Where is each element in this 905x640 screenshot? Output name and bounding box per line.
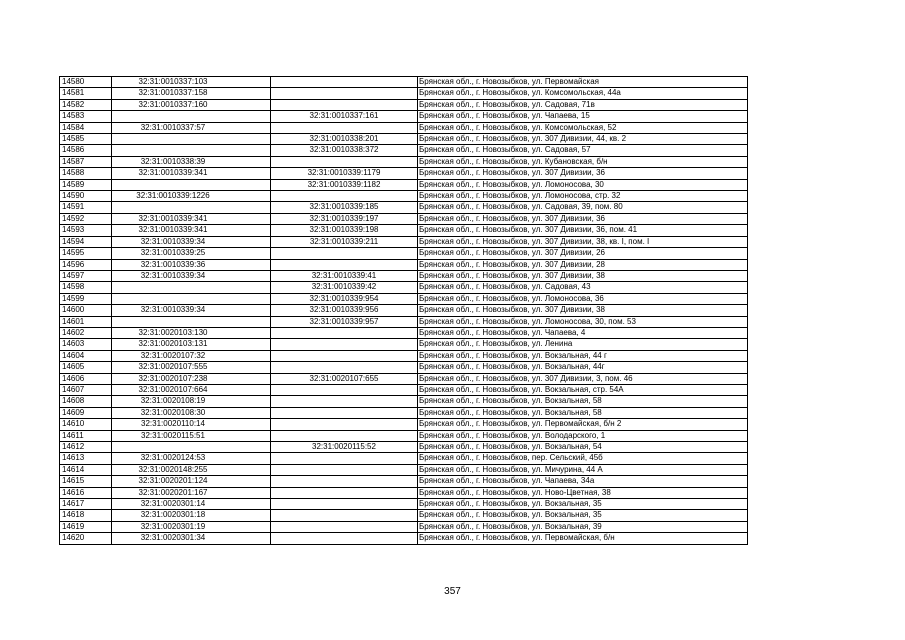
land-cadastral-number-cell: 32:31:0020108:30 [112, 407, 271, 418]
object-cadastral-number-cell [271, 327, 418, 338]
object-cadastral-number-cell [271, 510, 418, 521]
object-cadastral-number-cell [271, 77, 418, 88]
address-cell: Брянская обл., г. Новозыбков, ул. 307 Дивизии, 36 [418, 213, 748, 224]
row-number-cell: 14600 [60, 305, 112, 316]
table-row [60, 179, 748, 190]
table-row [60, 134, 748, 145]
table-row [60, 521, 748, 532]
table-row [60, 384, 748, 395]
row-number-cell: 14591 [60, 202, 112, 213]
table-row [60, 316, 748, 327]
row-number-cell: 14610 [60, 419, 112, 430]
land-cadastral-number-cell: 32:31:0010338:39 [112, 156, 271, 167]
row-number-cell: 14584 [60, 122, 112, 133]
address-cell: Брянская обл., г. Новозыбков, ул. 307 Дивизии, 36, пом. 41 [418, 225, 748, 236]
land-cadastral-number-cell [112, 145, 271, 156]
land-cadastral-number-cell: 32:31:0020108:19 [112, 396, 271, 407]
object-cadastral-number-cell [271, 499, 418, 510]
address-cell: Брянская обл., г. Новозыбков, ул. 307 Дивизии, 3, пом. 46 [418, 373, 748, 384]
table-row [60, 225, 748, 236]
address-cell: Брянская обл., г. Новозыбков, ул. 307 Дивизии, 38, кв. I, пом. I [418, 236, 748, 247]
row-number-cell: 14593 [60, 225, 112, 236]
row-number-cell: 14605 [60, 362, 112, 373]
address-cell: Брянская обл., г. Новозыбков, ул. Ленина [418, 339, 748, 350]
address-cell: Брянская обл., г. Новозыбков, ул. Первомайская, б/н 2 [418, 419, 748, 430]
address-cell: Брянская обл., г. Новозыбков, ул. Вокзальная, стр. 54А [418, 384, 748, 395]
row-number-cell: 14604 [60, 350, 112, 361]
address-cell: Брянская обл., г. Новозыбков, ул. Чапаева, 4 [418, 327, 748, 338]
land-cadastral-number-cell: 32:31:0010339:341 [112, 225, 271, 236]
land-cadastral-number-cell: 32:31:0010339:36 [112, 259, 271, 270]
address-cell: Брянская обл., г. Новозыбков, ул. 307 Дивизии, 38 [418, 270, 748, 281]
table-row [60, 430, 748, 441]
table-row [60, 453, 748, 464]
registry-table [59, 76, 748, 545]
registry-table-body [60, 77, 748, 545]
address-cell: Брянская обл., г. Новозыбков, ул. Вокзальная, 39 [418, 521, 748, 532]
object-cadastral-number-cell: 32:31:0010339:41 [271, 270, 418, 281]
table-row [60, 122, 748, 133]
row-number-cell: 14611 [60, 430, 112, 441]
land-cadastral-number-cell: 32:31:0010339:1226 [112, 191, 271, 202]
table-row [60, 350, 748, 361]
object-cadastral-number-cell: 32:31:0010338:372 [271, 145, 418, 156]
address-cell: Брянская обл., г. Новозыбков, ул. Вокзальная, 54 [418, 442, 748, 453]
address-cell: Брянская обл., г. Новозыбков, ул. 307 Дивизии, 44, кв. 2 [418, 134, 748, 145]
address-cell: Брянская обл., г. Новозыбков, ул. Вокзальная, 58 [418, 407, 748, 418]
row-number-cell: 14583 [60, 111, 112, 122]
table-row [60, 533, 748, 544]
table-row [60, 339, 748, 350]
row-number-cell: 14596 [60, 259, 112, 270]
address-cell: Брянская обл., г. Новозыбков, ул. Ново-Цветная, 38 [418, 487, 748, 498]
row-number-cell: 14601 [60, 316, 112, 327]
address-cell: Брянская обл., г. Новозыбков, ул. Чапаева, 34а [418, 476, 748, 487]
address-cell: Брянская обл., г. Новозыбков, ул. Ломоносова, 30 [418, 179, 748, 190]
object-cadastral-number-cell [271, 464, 418, 475]
object-cadastral-number-cell [271, 521, 418, 532]
object-cadastral-number-cell: 32:31:0010338:201 [271, 134, 418, 145]
land-cadastral-number-cell: 32:31:0010339:25 [112, 248, 271, 259]
table-row [60, 111, 748, 122]
land-cadastral-number-cell: 32:31:0020107:664 [112, 384, 271, 395]
object-cadastral-number-cell [271, 248, 418, 259]
address-cell: Брянская обл., г. Новозыбков, ул. Первомайская [418, 77, 748, 88]
land-cadastral-number-cell [112, 202, 271, 213]
address-cell: Брянская обл., г. Новозыбков, ул. Ломоносова, 30, пом. 53 [418, 316, 748, 327]
land-cadastral-number-cell: 32:31:0010339:341 [112, 213, 271, 224]
row-number-cell: 14592 [60, 213, 112, 224]
row-number-cell: 14609 [60, 407, 112, 418]
land-cadastral-number-cell: 32:31:0020301:34 [112, 533, 271, 544]
address-cell: Брянская обл., г. Новозыбков, ул. Кубановская, б/н [418, 156, 748, 167]
object-cadastral-number-cell [271, 407, 418, 418]
land-cadastral-number-cell: 32:31:0020107:555 [112, 362, 271, 373]
object-cadastral-number-cell [271, 430, 418, 441]
object-cadastral-number-cell [271, 350, 418, 361]
table-row [60, 88, 748, 99]
table-row [60, 202, 748, 213]
object-cadastral-number-cell [271, 453, 418, 464]
land-cadastral-number-cell: 32:31:0010339:34 [112, 236, 271, 247]
land-cadastral-number-cell: 32:31:0010339:34 [112, 305, 271, 316]
object-cadastral-number-cell [271, 396, 418, 407]
land-cadastral-number-cell: 32:31:0020301:18 [112, 510, 271, 521]
row-number-cell: 14613 [60, 453, 112, 464]
land-cadastral-number-cell: 32:31:0020103:131 [112, 339, 271, 350]
row-number-cell: 14615 [60, 476, 112, 487]
row-number-cell: 14619 [60, 521, 112, 532]
row-number-cell: 14588 [60, 168, 112, 179]
object-cadastral-number-cell: 32:31:0010339:198 [271, 225, 418, 236]
object-cadastral-number-cell: 32:31:0020107:655 [271, 373, 418, 384]
row-number-cell: 14620 [60, 533, 112, 544]
land-cadastral-number-cell: 32:31:0020103:130 [112, 327, 271, 338]
address-cell: Брянская обл., г. Новозыбков, ул. Мичурина, 44 А [418, 464, 748, 475]
address-cell: Брянская обл., г. Новозыбков, ул. Вокзальная, 35 [418, 510, 748, 521]
object-cadastral-number-cell: 32:31:0010339:956 [271, 305, 418, 316]
object-cadastral-number-cell [271, 533, 418, 544]
row-number-cell: 14587 [60, 156, 112, 167]
address-cell: Брянская обл., г. Новозыбков, ул. 307 Дивизии, 38 [418, 305, 748, 316]
land-cadastral-number-cell: 32:31:0010337:103 [112, 77, 271, 88]
table-row [60, 156, 748, 167]
address-cell: Брянская обл., г. Новозыбков, ул. Вокзальная, 44г [418, 362, 748, 373]
object-cadastral-number-cell [271, 122, 418, 133]
address-cell: Брянская обл., г. Новозыбков, ул. 307 Дивизии, 28 [418, 259, 748, 270]
address-cell: Брянская обл., г. Новозыбков, ул. Комсомольская, 52 [418, 122, 748, 133]
row-number-cell: 14586 [60, 145, 112, 156]
address-cell: Брянская обл., г. Новозыбков, пер. Сельский, 45б [418, 453, 748, 464]
row-number-cell: 14599 [60, 293, 112, 304]
object-cadastral-number-cell [271, 339, 418, 350]
table-row [60, 259, 748, 270]
object-cadastral-number-cell [271, 384, 418, 395]
row-number-cell: 14617 [60, 499, 112, 510]
object-cadastral-number-cell [271, 362, 418, 373]
object-cadastral-number-cell: 32:31:0010339:185 [271, 202, 418, 213]
row-number-cell: 14589 [60, 179, 112, 190]
row-number-cell: 14598 [60, 282, 112, 293]
object-cadastral-number-cell: 32:31:0010339:197 [271, 213, 418, 224]
object-cadastral-number-cell: 32:31:0010339:1179 [271, 168, 418, 179]
row-number-cell: 14594 [60, 236, 112, 247]
object-cadastral-number-cell [271, 259, 418, 270]
land-cadastral-number-cell [112, 282, 271, 293]
row-number-cell: 14608 [60, 396, 112, 407]
land-cadastral-number-cell: 32:31:0020107:32 [112, 350, 271, 361]
table-row [60, 145, 748, 156]
row-number-cell: 14595 [60, 248, 112, 259]
row-number-cell: 14597 [60, 270, 112, 281]
address-cell: Брянская обл., г. Новозыбков, ул. 307 Дивизии, 26 [418, 248, 748, 259]
table-row [60, 293, 748, 304]
table-row [60, 464, 748, 475]
row-number-cell: 14618 [60, 510, 112, 521]
table-row [60, 510, 748, 521]
row-number-cell: 14602 [60, 327, 112, 338]
land-cadastral-number-cell: 32:31:0010337:57 [112, 122, 271, 133]
table-row [60, 419, 748, 430]
row-number-cell: 14616 [60, 487, 112, 498]
object-cadastral-number-cell [271, 487, 418, 498]
row-number-cell: 14582 [60, 99, 112, 110]
land-cadastral-number-cell: 32:31:0010337:160 [112, 99, 271, 110]
table-row [60, 305, 748, 316]
row-number-cell: 14581 [60, 88, 112, 99]
address-cell: Брянская обл., г. Новозыбков, ул. Ломоносова, стр. 32 [418, 191, 748, 202]
table-row [60, 213, 748, 224]
table-row [60, 396, 748, 407]
land-cadastral-number-cell: 32:31:0010339:341 [112, 168, 271, 179]
land-cadastral-number-cell: 32:31:0020301:14 [112, 499, 271, 510]
object-cadastral-number-cell [271, 156, 418, 167]
address-cell: Брянская обл., г. Новозыбков, ул. Садовая, 57 [418, 145, 748, 156]
row-number-cell: 14580 [60, 77, 112, 88]
address-cell: Брянская обл., г. Новозыбков, ул. Володарского, 1 [418, 430, 748, 441]
row-number-cell: 14590 [60, 191, 112, 202]
table-row [60, 77, 748, 88]
row-number-cell: 14603 [60, 339, 112, 350]
object-cadastral-number-cell: 32:31:0020115:52 [271, 442, 418, 453]
land-cadastral-number-cell: 32:31:0020115:51 [112, 430, 271, 441]
land-cadastral-number-cell: 32:31:0020148:255 [112, 464, 271, 475]
object-cadastral-number-cell: 32:31:0010339:42 [271, 282, 418, 293]
land-cadastral-number-cell: 32:31:0020201:124 [112, 476, 271, 487]
land-cadastral-number-cell: 32:31:0020301:19 [112, 521, 271, 532]
object-cadastral-number-cell [271, 191, 418, 202]
row-number-cell: 14612 [60, 442, 112, 453]
land-cadastral-number-cell: 32:31:0020110:14 [112, 419, 271, 430]
land-cadastral-number-cell [112, 293, 271, 304]
table-row [60, 442, 748, 453]
table-row [60, 499, 748, 510]
table-row [60, 248, 748, 259]
object-cadastral-number-cell [271, 419, 418, 430]
address-cell: Брянская обл., г. Новозыбков, ул. Первомайская, б/н [418, 533, 748, 544]
table-row [60, 168, 748, 179]
object-cadastral-number-cell [271, 88, 418, 99]
address-cell: Брянская обл., г. Новозыбков, ул. Садовая, 71в [418, 99, 748, 110]
table-row [60, 99, 748, 110]
object-cadastral-number-cell [271, 99, 418, 110]
land-cadastral-number-cell: 32:31:0010339:34 [112, 270, 271, 281]
land-cadastral-number-cell [112, 111, 271, 122]
table-row [60, 407, 748, 418]
address-cell: Брянская обл., г. Новозыбков, ул. Садовая, 43 [418, 282, 748, 293]
address-cell: Брянская обл., г. Новозыбков, ул. Ломоносова, 36 [418, 293, 748, 304]
object-cadastral-number-cell: 32:31:0010339:1182 [271, 179, 418, 190]
table-row [60, 236, 748, 247]
land-cadastral-number-cell: 32:31:0020124:53 [112, 453, 271, 464]
land-cadastral-number-cell: 32:31:0010337:158 [112, 88, 271, 99]
land-cadastral-number-cell [112, 316, 271, 327]
address-cell: Брянская обл., г. Новозыбков, ул. Комсомольская, 44а [418, 88, 748, 99]
table-row [60, 282, 748, 293]
land-cadastral-number-cell: 32:31:0020201:167 [112, 487, 271, 498]
row-number-cell: 14606 [60, 373, 112, 384]
address-cell: Брянская обл., г. Новозыбков, ул. Вокзальная, 44 г [418, 350, 748, 361]
address-cell: Брянская обл., г. Новозыбков, ул. Вокзальная, 35 [418, 499, 748, 510]
page-number: 357 [444, 586, 461, 597]
address-cell: Брянская обл., г. Новозыбков, ул. Садовая, 39, пом. 80 [418, 202, 748, 213]
object-cadastral-number-cell [271, 476, 418, 487]
land-cadastral-number-cell: 32:31:0020107:238 [112, 373, 271, 384]
table-row [60, 487, 748, 498]
table-row [60, 476, 748, 487]
object-cadastral-number-cell: 32:31:0010339:957 [271, 316, 418, 327]
land-cadastral-number-cell [112, 179, 271, 190]
address-cell: Брянская обл., г. Новозыбков, ул. Вокзальная, 58 [418, 396, 748, 407]
object-cadastral-number-cell: 32:31:0010339:954 [271, 293, 418, 304]
table-row [60, 327, 748, 338]
address-cell: Брянская обл., г. Новозыбков, ул. Чапаева, 15 [418, 111, 748, 122]
row-number-cell: 14614 [60, 464, 112, 475]
table-row [60, 191, 748, 202]
address-cell: Брянская обл., г. Новозыбков, ул. 307 Дивизии, 36 [418, 168, 748, 179]
land-cadastral-number-cell [112, 442, 271, 453]
table-row [60, 270, 748, 281]
object-cadastral-number-cell: 32:31:0010337:161 [271, 111, 418, 122]
row-number-cell: 14585 [60, 134, 112, 145]
table-row [60, 373, 748, 384]
land-cadastral-number-cell [112, 134, 271, 145]
object-cadastral-number-cell: 32:31:0010339:211 [271, 236, 418, 247]
table-row [60, 362, 748, 373]
row-number-cell: 14607 [60, 384, 112, 395]
